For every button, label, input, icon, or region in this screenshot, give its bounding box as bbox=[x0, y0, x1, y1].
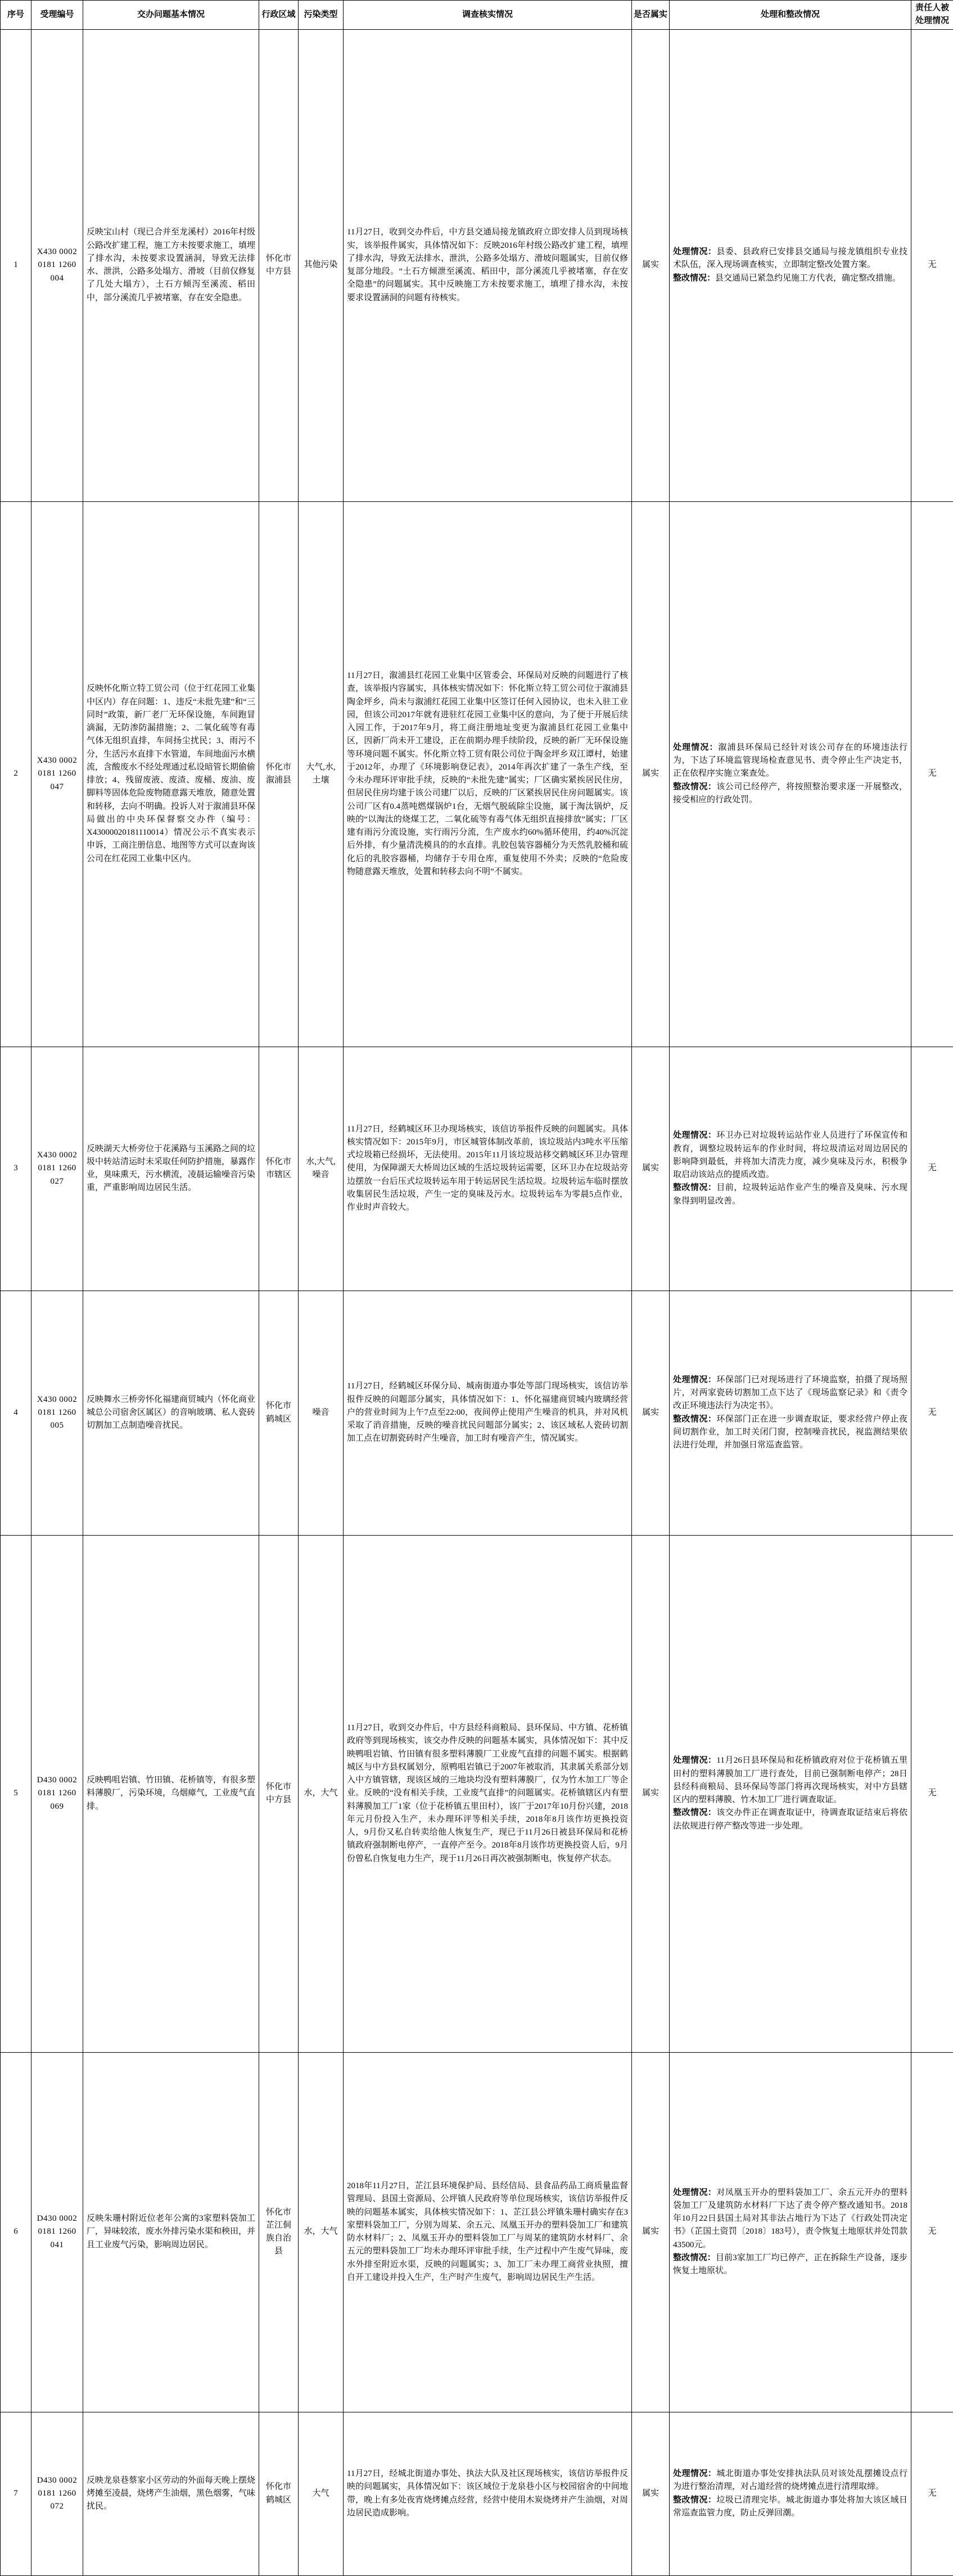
rectification-label: 整改情况： bbox=[673, 782, 716, 791]
cell-region: 怀化市芷江侗族自治县 bbox=[259, 2052, 299, 2412]
handling-text: 环卫办已对垃圾转运站作业人员进行了环保宣传和教育，调整垃圾转运车的作业时间，将垃圾清运对周边居民的影响降到最低，并将加大清洗力度，减少臭味及污水，积极争取启动该站点的提质改造。 bbox=[673, 1131, 907, 1179]
rectification-label: 整改情况： bbox=[673, 1183, 716, 1192]
cell-serial: 4 bbox=[1, 1291, 31, 1535]
cell-responsible: 无 bbox=[911, 29, 953, 501]
cell-investigation: 2018年11月27日，芷江县环境保护局、县经信局、县食品药品工商质量监督管理局、县国土资源局、公坪镇人民政府等单位现场核实，该信访举报件反映的问题基本属实，具体核实情况如下：1、芷江县公坪镇朱珊村确实存在3家塑料袋加工厂，分别为周某、余五元、凤凰玉开办的塑料袋加工厂和建筑防水材料厂；2、凤凰玉开办的塑料袋加工厂与周某的建筑防水材料厂、余五元的塑料袋加工厂均未办理环评审批手续，生产过程中产生废气异味，废水外排至附近水渠，反映的问题属实；3、加工厂未办理工商营业执照，擅自开工建设并投入生产，生产时产生废气，影响周边居民生产生活。 bbox=[344, 2052, 632, 2412]
rectification-text: 目前3家加工厂均已停产，正在拆除生产设备，逐步恢复土地原状。 bbox=[673, 2253, 907, 2275]
cell-pollution-type: 噪音 bbox=[299, 1291, 344, 1535]
cell-serial: 2 bbox=[1, 501, 31, 1047]
handling-label: 处理情况： bbox=[673, 1756, 716, 1765]
rectification-text: 该交办件正在调查取证中，待调查取证结束后将依法依规进行停产整改等进一步处理。 bbox=[673, 1808, 907, 1830]
rectification-text: 垃圾已清理完毕。城北街道办事处将加大该区域日常巡查监管力度，防止反弹回潮。 bbox=[673, 2496, 907, 2518]
handling-text: 环保部门已对现场进行了环境监察，拍摄了现场照片，对两家瓷砖切割加工点下达了《现场监察记录》和《责令改正环境违法行为决定书》。 bbox=[673, 1375, 907, 1411]
cell-problem: 反映龙泉巷蔡家小区劳动的外面每天晚上摆烧烤摊至凌晨，烧烤产生油烟，黑色烟雾，气味扰民。 bbox=[83, 2412, 259, 2575]
handling-label: 处理情况： bbox=[673, 2469, 716, 2478]
cell-responsible: 无 bbox=[911, 1047, 953, 1291]
col-header-handling: 处理和整改情况 bbox=[670, 1, 911, 30]
col-header-pollution: 污染类型 bbox=[299, 1, 344, 30]
cell-investigation: 11月27日，经城北街道办事处、执法大队及社区现场核实，该信访举报件反映的问题属实，具体情况如下：该区域位于龙泉巷小区与校园宿舍的中间地带，晚上有多处夜宵烧烤摊点经营，经营中使用木炭烧烤并产生油烟，对周边居民造成影响。 bbox=[344, 2412, 632, 2575]
cell-case-id: X430 0002 0181 1260 004 bbox=[31, 29, 83, 501]
col-header-investigation: 调查核实情况 bbox=[344, 1, 632, 30]
cell-handling bbox=[670, 1047, 911, 1291]
cell-investigation: 11月27日，溆浦县红花园工业集中区管委会、环保局对反映的问题进行了核查，该举报内容属实，具体核实情况如下：怀化斯立特工贸公司位于溆浦县陶金坪乡，尚未与溆浦红花园工业集中区签订任何入园协议，也未入驻工业园，但该公司2017年就有进驻红花园工业集中区的意向，为了便于开展后续入园工作，于2017年9月，将工商注册地址变更为溆浦县红花园工业集中区，因新厂尚未开工建设，正在前期办理手续阶段，反映的新厂无环保设施等环境问题不属实。怀化斯立特工贸有限公司位于陶金坪乡双江谭村，始建于2012年，办理了《环境影响登记表》，2014年再次扩建了一条生产线，至今未办理环评审批手续，反映的“未批先建”属实；厂区确实紧挨居民住房，但居民住房均建于该公司建厂以后，反映的厂区紧挨居民住房问题属实。该公司厂区有0.4蒸吨燃煤锅炉1台，无烟气脱硫除尘设施，属于淘汰锅炉，反映的“以淘汰的烧煤工艺，二氧化硫等有毒气体无组织直接排放”属实；厂区建有雨污分流设施，实行雨污分流，生产废水约60%循环使用，约40%沉淀后外排，有少量清洗模具的的水直排。乳胶包装容器桶分为天然乳胶桶和硫化后的乳胶容器桶，均储存于专用仓库，重复使用不外卖；反映的“危险废物随意露天堆放，处置和转移去向不明”不属实。 bbox=[344, 501, 632, 1047]
rectification-label: 整改情况： bbox=[673, 2253, 716, 2262]
cell-case-id: D430 0002 0181 1260 069 bbox=[31, 1535, 83, 2052]
rectification-text: 目前，垃圾转运站作业产生的噪音及臭味、污水现象得到明显改善。 bbox=[673, 1183, 907, 1205]
cell-case-id: D430 0002 0181 1260 041 bbox=[31, 2052, 83, 2412]
handling-text: 11月26日县环保局和花桥镇政府对位于花桥镇五里田村的塑料薄膜加工厂进行查处，目前已强制断电停产；28日县经科商粮局、县环保局等部门将再次现场核实，对中方县辖区内的塑料薄膜、竹木加工厂进行调查取证。 bbox=[673, 1756, 907, 1804]
cell-pollution-type: 大气 bbox=[299, 2412, 344, 2575]
rectification-label: 整改情况： bbox=[673, 1808, 716, 1817]
cell-verified: 属实 bbox=[632, 2412, 670, 2575]
cell-pollution-type: 水，大气 bbox=[299, 2052, 344, 2412]
rectification-label: 整改情况： bbox=[673, 1415, 716, 1424]
cell-verified: 属实 bbox=[632, 1291, 670, 1535]
cell-problem: 反映怀化斯立特工贸公司（位于红花园工业集中区内）存在问题：1、违反“未批先建”和“三同时”政策，新厂老厂无环保设施，车间跑冒滴漏，无防渗防漏措施；2、二氧化硫等有毒气体无组织直排，车间扬尘扰民；3、雨污不分，生活污水直排下水管道，车间地面污水横流，含酸废水不经处理通过私设暗管长期偷偷排放；4、残留废液、废渣、废桶、废油、废脚料等固体危险废物随意露天堆放，随意处置和转移，去向不明确。投诉人对于溆浦县环保局做出的中央环保督察交办件（编号：X43000020181110014）情况公示不真实表示申诉，工商注册信息、地图等方式可以查询该公司在红花园工业集中区内。 bbox=[83, 501, 259, 1047]
handling-label: 处理情况： bbox=[673, 247, 716, 256]
cell-problem: 反映湖天大桥旁位于花溪路与玉溪路之间的垃圾中转站清运时未采取任何防护措施，暴露作业，臭味熏天，污水横流，凌晨运输噪音污染重，严重影响周边居民生活。 bbox=[83, 1047, 259, 1291]
cell-problem: 反映鸭咀岩镇、竹田镇、花桥镇等，有很多塑料薄膜厂，污染环境，乌烟瘴气，工业废气直排。 bbox=[83, 1535, 259, 2052]
cell-verified: 属实 bbox=[632, 29, 670, 501]
handling-label: 处理情况： bbox=[673, 2188, 716, 2197]
cell-responsible: 无 bbox=[911, 1535, 953, 2052]
cell-serial: 1 bbox=[1, 29, 31, 501]
cell-handling bbox=[670, 1291, 911, 1535]
col-header-problem: 交办问题基本情况 bbox=[83, 1, 259, 30]
rectification-label: 整改情况： bbox=[673, 274, 715, 283]
table-row bbox=[1, 1291, 953, 1535]
table-row bbox=[1, 29, 953, 501]
cell-serial: 6 bbox=[1, 2052, 31, 2412]
cell-case-id: X430 0002 0181 1260 027 bbox=[31, 1047, 83, 1291]
cell-pollution-type: 大气,水,土壤 bbox=[299, 501, 344, 1047]
cell-handling bbox=[670, 29, 911, 501]
cell-handling bbox=[670, 1535, 911, 2052]
header-row bbox=[1, 1, 953, 30]
cell-problem: 反映舞水三桥旁怀化福建商贸城内（怀化商业城总公司宿舍区属区）的音响玻璃、私人瓷砖切割加工点制造噪音扰民。 bbox=[83, 1291, 259, 1535]
cell-investigation: 11月27日，收到交办件后，中方县交通局接龙镇政府立即安排人员到现场核实，该举报件属实，具体情况如下：反映2016年村级公路改扩建工程，填埋了排水沟，导致无法排水、泄洪，公路多处塌方、滑坡问题属实，目前仅修复部分地段。“土石方倾泄至溪流、稻田中，部分溪流几乎被堵塞，存在安全隐患”的问题属实。其中反映施工方未按要求施工，填埋了排水沟，未按要求设置涵洞的问题有待核实。 bbox=[344, 29, 632, 501]
cell-region: 怀化市中方县 bbox=[259, 29, 299, 501]
col-header-responsible: 责任人被处理情况 bbox=[911, 1, 953, 30]
col-header-region: 行政区域 bbox=[259, 1, 299, 30]
cell-problem: 反映宝山村（现已合并至龙溪村）2016年村级公路改扩建工程，施工方未按要求施工，填埋了排水沟，未按要求设置涵洞，导致无法排水、泄洪，公路多处塌方、滑坡（目前仅修复了几处大塌方），土石方倾泻至溪流、稻田中，部分溪流几乎被堵塞，存在安全隐患。 bbox=[83, 29, 259, 501]
cell-investigation: 11月27日，经鹤城区环保分局、城南街道办事处等部门现场核实，该信访举报件反映的问题部分属实，具体情况如下：1、怀化福建商贸城内玻璃经营户的营业时间为上午7点至22:00，夜间停止使用产生噪音的机具，并对风机采取了消音措施，反映的噪音扰民问题部分属实；2、该区域私人瓷砖切割加工点在切割瓷砖时产生噪音，加工时有噪音产生，情况属实。 bbox=[344, 1291, 632, 1535]
table-row bbox=[1, 1047, 953, 1291]
col-header-verified: 是否属实 bbox=[632, 1, 670, 30]
cell-verified: 属实 bbox=[632, 2052, 670, 2412]
cell-serial: 3 bbox=[1, 1047, 31, 1291]
cell-responsible: 无 bbox=[911, 2412, 953, 2575]
cell-pollution-type: 其他污染 bbox=[299, 29, 344, 501]
cell-responsible: 无 bbox=[911, 501, 953, 1047]
cell-handling bbox=[670, 501, 911, 1047]
cell-handling bbox=[670, 2412, 911, 2575]
cell-region: 怀化市鹤城区 bbox=[259, 2412, 299, 2575]
cell-case-id: D430 0002 0181 1260 072 bbox=[31, 2412, 83, 2575]
handling-text: 溆浦县环保局已经针对该公司存在的环境违法行为，下达了环境监管现场检查意见书、责令停止生产决定书，正在依程序实施立案查处。 bbox=[673, 743, 907, 778]
rectification-label: 整改情况： bbox=[673, 2496, 716, 2505]
cell-region: 怀化市鹤城区 bbox=[259, 1291, 299, 1535]
col-header-case-id: 受理编号 bbox=[31, 1, 83, 30]
cell-case-id: X430 0002 0181 1260 047 bbox=[31, 501, 83, 1047]
handling-text: 对凤凰玉开办的塑料袋加工厂、余五元开办的塑料袋加工厂及建筑防水材料厂下达了责令停产整改通知书。2018年10月22日县国土局对其非法占地行为下达了《行政处罚决定书》（芷国土资罚〔2018〕183号），责令恢复土地原状并处罚款43500元。 bbox=[673, 2188, 907, 2249]
cell-verified: 属实 bbox=[632, 1047, 670, 1291]
table-row bbox=[1, 2052, 953, 2412]
cell-serial: 7 bbox=[1, 2412, 31, 2575]
rectification-text: 该公司已经停产，将按照整治要求逐一开展整改，接受相应的行政处罚。 bbox=[673, 782, 907, 804]
cell-verified: 属实 bbox=[632, 1535, 670, 2052]
handling-label: 处理情况： bbox=[673, 1131, 716, 1140]
cell-investigation: 11月27日，收到交办件后，中方县经科商粮局、县环保局、中方镇、花桥镇政府等到现场核实，该交办件反映的问题基本属实，具体情况如下：其中反映鸭咀岩镇、竹田镇有很多塑料薄膜厂工业废气直排的问题不属实。根据鹤城区与中方县权属划分，原鸭咀岩镇已于2007年被取消，其隶属关系部分划入中方镇管辖，现该区域的三地块均没有塑料薄膜厂，仅为竹木加工厂等企业。反映的“没有相关手续，工业废气直排”的问题属实。花桥镇辖区内有塑料薄膜加工厂1家（位于花桥镇五里田村），该厂于2017年10月份兴建，2018年元月份投入生产，未办理环评等相关手续，2018年8月该作坊更换投资人，9月份又私自转卖给他人恢复生产，现已于11月26日被县环保局和花桥镇政府强制断电停产，一直停产至今。2018年8月该作坊更换投资人后，9月份曾私自恢复电力生产，现于11月26日再次被强制断电，恢复停产状态。 bbox=[344, 1535, 632, 2052]
cell-serial: 5 bbox=[1, 1535, 31, 2052]
handling-text: 县委、县政府已安排县交通局与接龙镇组织专业技术队伍，深入现场调查核实，立即制定整改处置方案。 bbox=[673, 247, 907, 269]
handling-label: 处理情况： bbox=[673, 743, 718, 752]
table-row bbox=[1, 2412, 953, 2575]
cell-verified: 属实 bbox=[632, 501, 670, 1047]
table-row bbox=[1, 1535, 953, 2052]
cell-responsible: 无 bbox=[911, 1291, 953, 1535]
col-header-serial: 序号 bbox=[1, 1, 31, 30]
cell-investigation: 11月27日，经鹤城区环卫办现场核实，该信访举报件反映的问题属实。具体核实情况如下：2015年9月，市区城管体制改革前，该垃圾站内3吨水平压缩式垃圾箱已经损坏，无法使用。2015年11月该垃圾站移交鹤城区环卫办管理使用，为保障湖天大桥周边区域的生活垃圾转运需要，区环卫办在垃圾站旁边摆放一台后压式垃圾转运车用于转运居民生活垃圾。垃圾转运车临时摆放收集居民生活垃圾，产生一定的臭味及污水。垃圾转运车为零晨5点作业，作业时声音较大。 bbox=[344, 1047, 632, 1291]
rectification-text: 县交通局已紧急约见施工方代表，确定整改措施。 bbox=[715, 274, 901, 283]
cell-pollution-type: 水，大气 bbox=[299, 1535, 344, 2052]
cell-responsible: 无 bbox=[911, 2052, 953, 2412]
cell-handling bbox=[670, 2052, 911, 2412]
cell-region: 怀化市溆浦县 bbox=[259, 501, 299, 1047]
handling-label: 处理情况： bbox=[673, 1375, 716, 1384]
cell-region: 怀化市中方县 bbox=[259, 1535, 299, 2052]
cell-region: 怀化市市辖区 bbox=[259, 1047, 299, 1291]
rectification-text: 环保部门正在进一步调查取证，要求经营户停止夜间切割作业，加工时关闭门窗，控制噪音扰民，视监测结果依法进行处理，并加强日常巡查监管。 bbox=[673, 1415, 907, 1450]
cell-pollution-type: 水,大气,噪音 bbox=[299, 1047, 344, 1291]
cell-case-id: X430 0002 0181 1260 005 bbox=[31, 1291, 83, 1535]
handling-text: 城北街道办事处安排执法队员对该处乱摆摊设点行为进行整治清理，对占道经营的烧烤摊点进行清理取缔。 bbox=[673, 2469, 907, 2491]
table-row bbox=[1, 501, 953, 1047]
cell-problem: 反映朱珊村附近位老年公寓的3家塑料袋加工厂，异味较浓，废水外排污染水渠和秧田，并且工业废气污染，影响周边居民。 bbox=[83, 2052, 259, 2412]
